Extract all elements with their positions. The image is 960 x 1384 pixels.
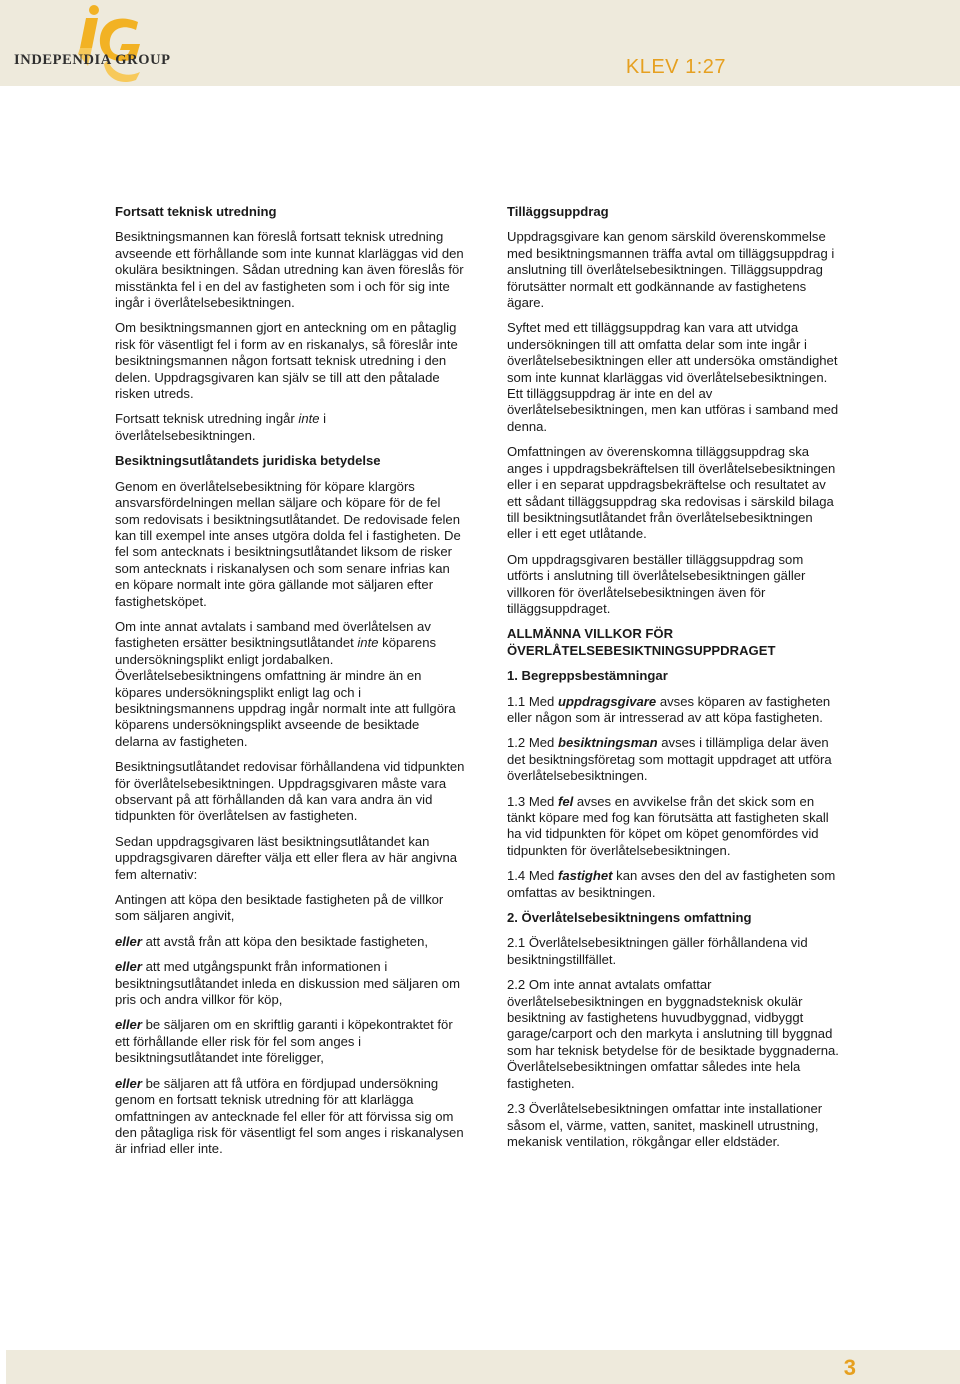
defined-term: fastighet	[557, 868, 613, 884]
paragraph: Sedan uppdragsgivaren läst besiktningsutlåtandet kan uppdragsgivaren därefter välja ett eller flera av här angivna fem alternativ:	[115, 833, 458, 882]
clause-2-1: 2.1 Överlåtelsebesiktningen gäller förhållandena vid besiktningstillfället.	[507, 935, 808, 967]
defined-term: besiktningsman	[557, 735, 658, 751]
text: Om inte annat avtalats i samband med överlåtelsen av fastigheten ersätter besiktningsutlåtandet	[115, 618, 431, 651]
paragraph: Omfattningen av överenskomna tilläggsuppdrag ska anges i uppdragsbekräftelsen till överlåtelsebesiktningen eller i en separat uppdragsbekräftelse och resultatet av ett sådant tilläggsuppdrag ska redovisas i särskild bilaga till besiktningsutlåtandet från överlåtelsebesiktningen eller i ett eget utlåtande.	[507, 444, 836, 542]
paragraph: Syftet med ett tilläggsuppdrag kan vara att utvidga undersökningen till att omfatta delar som inte ingår i överlåtelsebesiktningen eller att undersöka omständighet som inte kunnat klarläggas vid överlåtelsebesiktningen. Ett tilläggsuppdrag är inte en del av överlåtelsebesiktningen, men kan utföras i samband med denna.	[507, 320, 839, 434]
text: be säljaren att få utföra en fördjupad undersökning genom en fortsatt teknisk utredning för att klarlägga omfattningen av antecknade fel eller för att förvissa sig om den påtagliga risk för väsentligt fel som anges i riskanalysen är infriad eller inte.	[115, 1075, 464, 1157]
defined-term: fel	[557, 793, 574, 809]
text: köparens undersökningsplikt enligt jordabalken. Överlåtelsebesiktningens omfattning är mindre än en köpares undersökningsplikt enligt lag och i besiktningsmannens uppdrag ingår normalt inte att fullgöra köparens undersökningsplikt avseende de besiktade delarna av fastigheten.	[115, 635, 456, 749]
emphasis: inte	[357, 635, 379, 651]
independia-logo	[8, 4, 178, 86]
clause-2-2: 2.2 Om inte annat avtalats omfattar överlåtelsebesiktningen en byggnadsteknisk okulär besiktning av fastighetens huvudbyggnad, vidbyggt garage/carport och den markyta i anslutning till byggnad som har teknisk betydelse för de besiktade byggnaderna. Överlåtelsebesiktningen omfattar således inte hela fastigheten.	[507, 977, 839, 1091]
text: 1.4 Med	[507, 868, 558, 884]
paragraph: Uppdragsgivare kan genom särskild överenskommelse med besiktningsmannen träffa avtal om tilläggsuppdrag i anslutning till överlåtelsebesiktningen. Tilläggsuppdrag förutsätter normalt ett godkännande av fastighetens ägare.	[507, 229, 835, 311]
emphasis: inte	[298, 411, 320, 427]
paragraph: Antingen att köpa den besiktade fastigheten på de villkor som säljaren angivit,	[115, 892, 444, 924]
paragraph: Genom en överlåtelsebesiktning för köpare klargörs ansvarsfördelningen mellan säljare och köpare för de fel som redovisats i besiktningsutlåtandet. De redovisade felen kan till exempel inte anses utgöra dolda fel i fastigheten. De fel som antecknats i besiktningsutlåtandet liksom de risker som antecknats i riskanalysen och som senare infrias kan en köpare normalt inte göra gällande mot säljaren efter fastighetsköpet.	[115, 478, 461, 609]
text: att med utgångspunkt från informationen i besiktningsutlåtandet inleda en diskussion med säljaren om pris och andra villkor för köp,	[115, 959, 461, 1008]
clause-1-3	[507, 794, 839, 860]
paragraph	[115, 619, 465, 750]
page-reference: KLEV 1:27	[625, 56, 726, 78]
option-lead: eller	[115, 933, 142, 949]
text: att avstå från att köpa den besiktade fastigheten,	[141, 933, 429, 949]
page-number: 3	[843, 1355, 856, 1380]
clause-1-1	[507, 694, 839, 727]
text: kan avses den del av fastigheten som omfattas av besiktningen.	[507, 868, 836, 900]
clause-1-4	[507, 868, 839, 901]
option-lead: eller	[115, 1075, 142, 1091]
clause-2-3: 2.3 Överlåtelsebesiktningen omfattar inte installationer såsom el, värme, vatten, sanitet, maskinell utrustning, mekanisk ventilation, rökgångar eller eldstäder.	[507, 1101, 823, 1149]
ig-logo-icon	[8, 4, 178, 86]
paragraph: Besiktningsutlåtandet redovisar förhållandena vid tidpunkten för överlåtelsebesiktningen. Uppdragsgivaren måste vara observant på att förhållanden då kan vara andra än vid tidpunkten för överlåtelsen av fastigheten.	[115, 759, 465, 824]
paragraph	[115, 411, 465, 444]
heading-omfattning: 2. Överlåtelsebesiktningens omfattning	[507, 910, 752, 926]
text: 1.3 Med	[507, 793, 558, 809]
heading-juridiska-betydelse: Besiktningsutlåtandets juridiska betydelse	[115, 453, 381, 469]
text: avses i tillämpliga delar även det besiktningsföretag som mottagit uppdraget att utföra överlåtelsebesiktningen.	[507, 735, 832, 784]
clause-1-2	[507, 735, 839, 784]
option-item	[115, 1017, 465, 1066]
option-item	[115, 1076, 465, 1158]
defined-term: uppdragsgivare	[557, 693, 657, 709]
text: 1.2 Med	[507, 735, 558, 751]
heading-fortsatt-teknisk-utredning: Fortsatt teknisk utredning	[115, 204, 277, 219]
heading-tillaggsuppdrag: Tilläggsuppdrag	[507, 204, 609, 219]
left-column	[115, 204, 465, 1167]
footer-band	[6, 1350, 960, 1384]
option-lead: eller	[115, 959, 142, 975]
logo-wordmark: INDEPENDIA GROUP	[14, 52, 171, 68]
option-item	[115, 934, 465, 950]
text: 1.1 Med	[507, 693, 558, 709]
paragraph: Besiktningsmannen kan föreslå fortsatt teknisk utredning avseende ett förhållande som inte kunnat klarläggas vid den okulära besiktningen. Sådan utredning kan även föreslås för misstänkta fel i en del av fastigheten som i och för sig inte ingår i överlåtelsebesiktningen.	[115, 229, 464, 311]
text: i överlåtelsebesiktningen.	[115, 411, 327, 443]
right-column	[507, 204, 839, 1159]
text: avses en avvikelse från det skick som en tänkt köpare med fog kan förutsätta att fastigheten skall ha vid tidpunkten för köpet om köpet genomfördes vid tidpunkten för överlåtelsebesiktningen.	[507, 793, 829, 858]
text: be säljaren om en skriftlig garanti i köpekontraktet för ett förhållande eller risk för fel som anges i besiktningsutlåtandet inte föreligger,	[115, 1017, 453, 1066]
option-item	[115, 959, 465, 1008]
text: Fortsatt teknisk utredning ingår	[115, 411, 299, 427]
paragraph: Om uppdragsgivaren beställer tilläggsuppdrag som utförts i anslutning till överlåtelsebesiktningen gäller villkoren för överlåtelsebesiktningen även för tilläggsuppdraget.	[507, 551, 806, 616]
heading-begreppsbestamningar: 1. Begreppsbestämningar	[507, 668, 668, 684]
text: avses köparen av fastigheten eller någon som är intresserad av att köpa fastigheten.	[507, 693, 831, 725]
paragraph: Om besiktningsmannen gjort en anteckning om en påtaglig risk för väsentligt fel i form av en riskanalys, så föreslår inte besiktningsmannen någon fortsatt teknisk utredning i den delen. Uppdragsgivaren kan själv se till att den påtalade risken utreds.	[115, 320, 458, 402]
heading-allmanna-villkor: ALLMÄNNA VILLKOR FÖR ÖVERLÅTELSEBESIKTNINGSUPPDRAGET	[507, 626, 776, 658]
option-lead: eller	[115, 1017, 142, 1033]
